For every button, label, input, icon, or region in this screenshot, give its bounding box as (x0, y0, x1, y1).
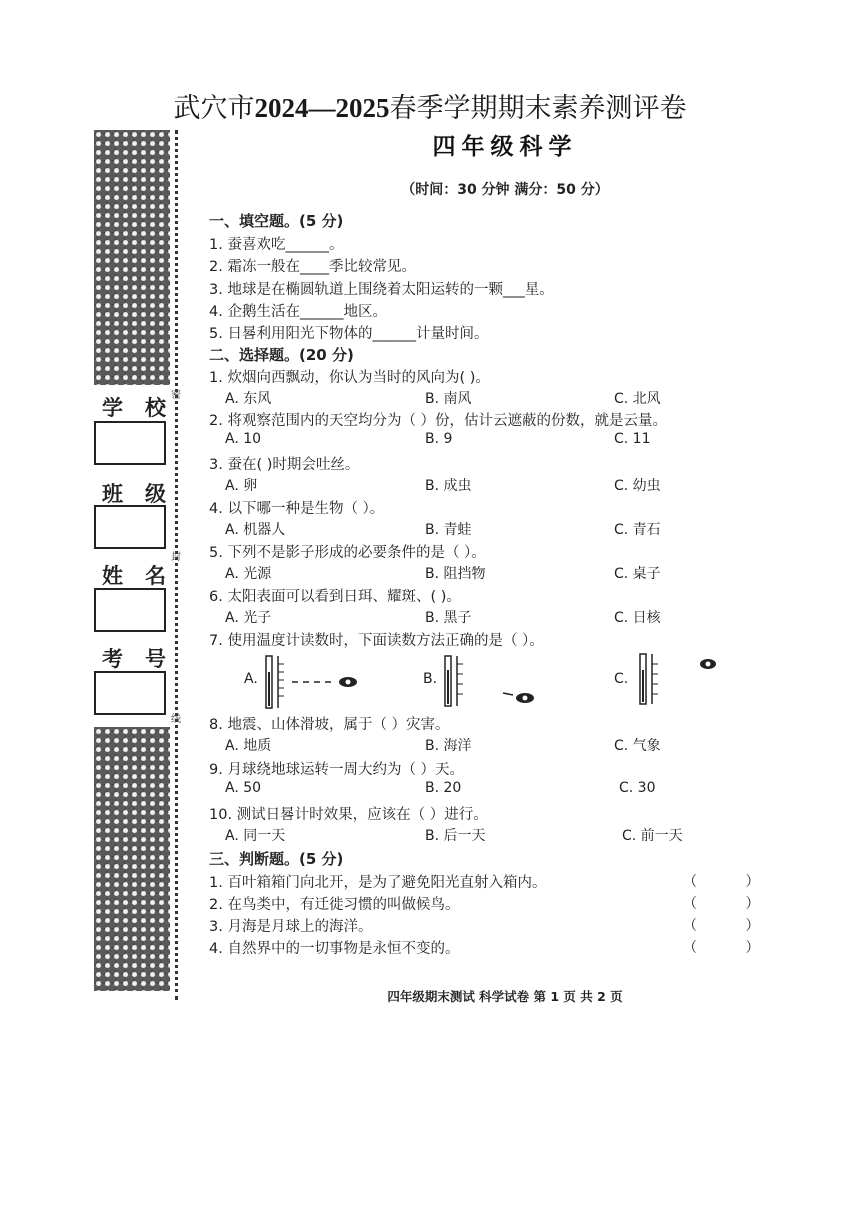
choice-option: C. 日核 (614, 610, 661, 626)
choice-question-1: 1. 炊烟向西飘动，你认为当时的风向为( )。 (209, 370, 490, 386)
answer-bracket[interactable]: （ ） (683, 874, 782, 890)
choice-option: C. 幼虫 (614, 478, 661, 494)
choice-option: A. 光源 (225, 566, 272, 582)
binding-pattern-top (94, 130, 170, 385)
seal-mark-mi: 密 (171, 390, 181, 401)
choice-option: B. (423, 671, 438, 687)
choice-question-3: 3. 蚕在( )时期会吐丝。 (209, 457, 360, 473)
choice-option: A. 同一天 (225, 828, 286, 844)
choice-option: A. 地质 (225, 738, 272, 754)
section-heading-choice: 二、选择题。(20 分) (209, 346, 354, 364)
answer-bracket[interactable]: （ ） (683, 918, 782, 934)
answer-bracket[interactable]: （ ） (683, 896, 782, 912)
class-input-box[interactable] (94, 505, 166, 549)
choice-option: B. 海洋 (425, 738, 472, 754)
choice-option: C. 桌子 (614, 566, 661, 582)
exam-subject: 四年级科学 (432, 134, 578, 160)
choice-option: A. 机器人 (225, 522, 286, 538)
answer-bracket[interactable]: （ ） (683, 940, 782, 956)
section-heading-fill-blank: 一、填空题。(5 分) (209, 212, 344, 230)
choice-question-4: 4. 以下哪一种是生物（ ）。 (209, 501, 385, 517)
choice-option: C. 前一天 (622, 828, 683, 844)
exam-number-input-box[interactable] (94, 671, 166, 715)
choice-option: B. 南风 (425, 391, 472, 407)
choice-option: B. 阻挡物 (425, 566, 486, 582)
choice-option: A. 卵 (225, 478, 258, 494)
choice-question-5: 5. 下列不是影子形成的必要条件的是（ ）。 (209, 545, 486, 561)
choice-option: A. (244, 671, 258, 687)
choice-option: A. 10 (225, 431, 262, 447)
fill-blank-item-3: 3. 地球是在椭圆轨道上围绕着太阳运转的一颗___星。 (209, 282, 554, 298)
seal-dotted-line (175, 130, 178, 1000)
fill-blank-item-5: 5. 日晷利用阳光下物体的______计量时间。 (209, 326, 489, 342)
school-input-box[interactable] (94, 421, 166, 465)
judgement-item-1: 1. 百叶箱箱门向北开，是为了避免阳光直射入箱内。 (209, 875, 547, 891)
thermometer-c-icon (632, 650, 732, 710)
binding-pattern-bottom (94, 727, 170, 991)
judgement-item-3: 3. 月海是月球上的海洋。 (209, 919, 373, 935)
choice-option: B. 20 (425, 780, 462, 796)
choice-option: A. 50 (225, 780, 262, 796)
title-years: 2024—2025 (254, 93, 390, 123)
field-label-name: 姓 名 (102, 564, 166, 588)
page-footer: 四年级期末测试 科学试卷 第 1 页 共 2 页 (387, 989, 623, 1004)
section-heading-judgement: 三、判断题。(5 分) (209, 850, 344, 868)
choice-option: C. 青石 (614, 522, 661, 538)
choice-option: C. 11 (614, 431, 651, 447)
choice-option: C. 30 (619, 780, 656, 796)
choice-question-6: 6. 太阳表面可以看到日珥、耀斑、( )。 (209, 589, 461, 605)
seal-mark-feng: 封 (171, 552, 181, 563)
choice-option: B. 成虫 (425, 478, 472, 494)
title-prefix: 武穴市 (173, 93, 255, 123)
document-title (0, 86, 860, 125)
choice-option: A. 光子 (225, 610, 272, 626)
choice-question-9: 9. 月球绕地球运转一周大约为（ ）天。 (209, 762, 465, 778)
choice-option: B. 黑子 (425, 610, 472, 626)
field-label-exam-number: 考 号 (102, 647, 166, 671)
name-input-box[interactable] (94, 588, 166, 632)
choice-option: B. 9 (425, 431, 453, 447)
field-label-class: 班 级 (102, 482, 166, 506)
thermometer-a-icon (258, 652, 368, 712)
time-info: （时间：30 分钟 满分：50 分） (401, 182, 609, 198)
fill-blank-item-1: 1. 蚕喜欢吃______。 (209, 237, 344, 253)
field-label-school: 学 校 (102, 396, 166, 420)
title-suffix: 春季学期期末素养测评卷 (389, 93, 687, 123)
choice-question-10: 10. 测试日晷计时效果，应该在（ ）进行。 (209, 807, 488, 823)
choice-question-7: 7. 使用温度计读数时，下面读数方法正确的是（ ）。 (209, 633, 544, 649)
judgement-item-4: 4. 自然界中的一切事物是永恒不变的。 (209, 941, 460, 957)
choice-option: B. 青蛙 (425, 522, 472, 538)
judgement-item-2: 2. 在鸟类中，有迁徙习惯的叫做候鸟。 (209, 897, 460, 913)
choice-option: B. 后一天 (425, 828, 486, 844)
choice-question-8: 8. 地震、山体滑坡，属于（ ）灾害。 (209, 717, 450, 733)
choice-option: C. (614, 671, 629, 687)
fill-blank-item-4: 4. 企鹅生活在______地区。 (209, 304, 387, 320)
fill-blank-item-2: 2. 霜冻一般在____季比较常见。 (209, 259, 416, 275)
thermometer-b-icon (437, 652, 547, 712)
choice-option: C. 气象 (614, 738, 661, 754)
choice-option: C. 北风 (614, 391, 661, 407)
seal-mark-xian: 线 (171, 714, 181, 725)
choice-question-2: 2. 将观察范围内的天空均分为（ ）份，估计云遮蔽的份数，就是云量。 (209, 413, 668, 429)
choice-option: A. 东风 (225, 391, 272, 407)
